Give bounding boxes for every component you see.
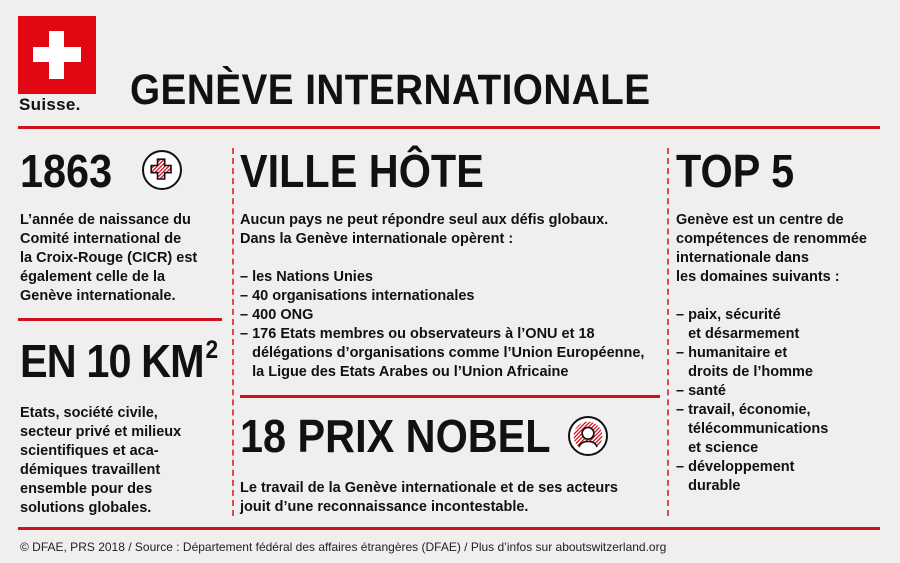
bottom-divider — [18, 527, 880, 530]
area-heading-text: EN 10 KM — [20, 335, 204, 387]
host-heading: VILLE HÔTE — [240, 145, 484, 197]
area-heading-superscript: 2 — [205, 336, 218, 365]
red-cross-icon — [142, 150, 182, 190]
year-heading: 1863 — [20, 145, 113, 197]
top5-list: – paix, sécurité et désarmement – humanitaire et droits de l’homme – santé – travail, économie, télécommunications et science – développement durable — [676, 307, 829, 494]
page-title: GENÈVE INTERNATIONALE — [130, 66, 651, 114]
area-description: Etats, société civile, secteur privé et milieux scientifiques et aca- démiques travaillent ensemble pour des solutions globales. — [20, 405, 182, 516]
area-heading — [20, 335, 218, 387]
top5-heading: TOP 5 — [676, 145, 795, 197]
country-label: Suisse. — [19, 95, 81, 114]
left-divider — [18, 318, 222, 321]
top-divider — [18, 126, 880, 129]
top5-intro: Genève est un centre de compétences de renommée internationale dans les domaines suivants : — [676, 212, 867, 285]
nobel-description: Le travail de la Genève internationale et de ses acteurs jouit d’une reconnaissance incontestable. — [240, 480, 618, 515]
middle-divider — [240, 395, 660, 398]
column-separator-right — [667, 148, 669, 516]
swiss-flag-logo — [18, 16, 96, 94]
host-list: – les Nations Unies – 40 organisations internationales – 400 ONG – 176 Etats membres ou observateurs à l’ONU et 18 délégations d’organisations comme l’Union Européenne, la Ligue des Etats Arabes ou l’Union Africaine — [240, 269, 645, 380]
host-intro: Aucun pays ne peut répondre seul aux défis globaux. Dans la Genève internationale opèrent : — [240, 212, 609, 247]
column-separator-left — [232, 148, 234, 516]
year-description: L’année de naissance du Comité international de la Croix-Rouge (CICR) est également celle de la Genève internationale. — [20, 212, 198, 304]
nobel-heading: 18 PRIX NOBEL — [240, 410, 551, 462]
footer-credits: © DFAE, PRS 2018 / Source : Département fédéral des affaires étrangères (DFAE) / Plus d’infos sur aboutswitzerland.org — [20, 540, 667, 554]
person-medal-icon — [568, 416, 608, 456]
